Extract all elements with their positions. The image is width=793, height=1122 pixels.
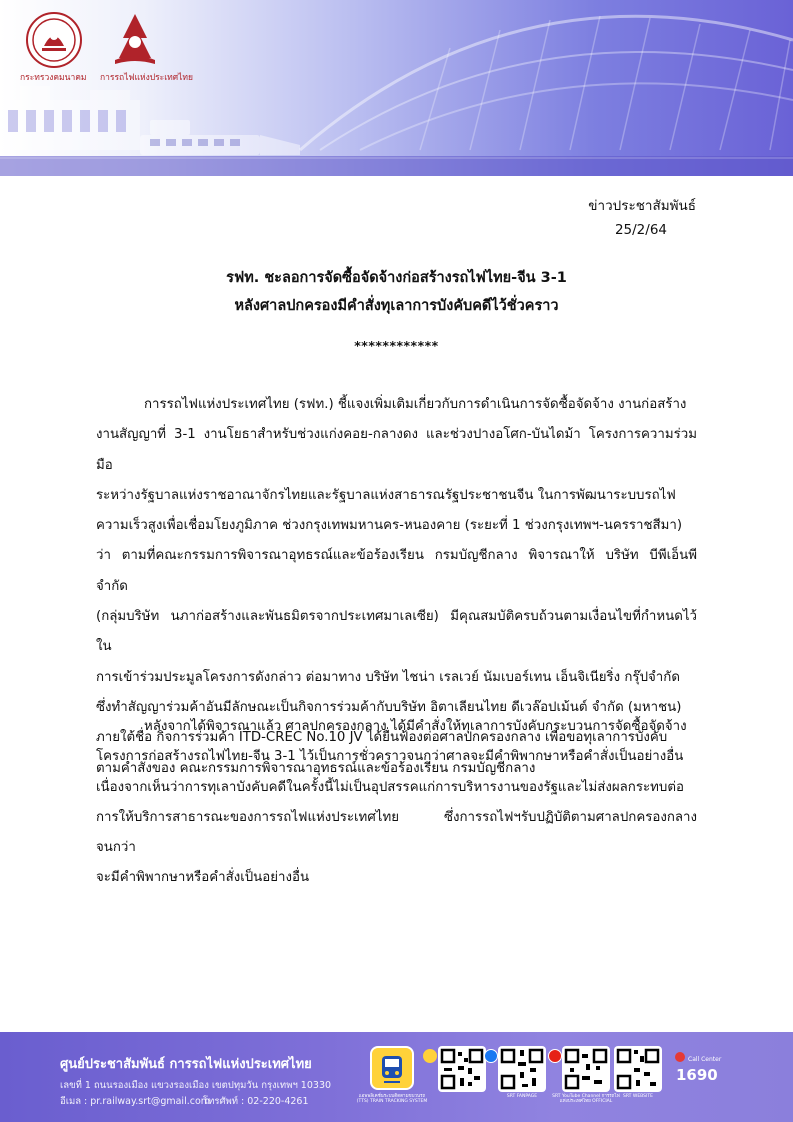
- qr-code-icon: [614, 1046, 662, 1092]
- paragraph-line: ระหว่างรัฐบาลแห่งราชอาณาจักรไทยและรัฐบาลแห่งสาธารณรัฐประชาชนจีน ในการพัฒนาระบบรถไฟ: [96, 487, 676, 503]
- paragraph-line: ว่า ตามที่คณะกรรมการพิจารณาอุทธรณ์และข้อร้องเรียน กรมบัญชีกลาง พิจารณาให้ บริษัท บีพีเอ็นพี จำกัด: [96, 548, 697, 594]
- paragraph-line: เนื่องจากเห็นว่าการทุเลาบังคับคดีในครั้งนี้ไม่เป็นอุปสรรคแก่การบริหารงานของรัฐและไม่ส่งผลกระทบต่อ: [96, 779, 684, 795]
- youtube-icon: [548, 1049, 562, 1063]
- qr-code-youtube[interactable]: [562, 1046, 610, 1092]
- paragraph-line: การเข้าร่วมประมูลโครงการดังกล่าว ต่อมาทาง บริษัท ไชน่า เรลเวย์ นัมเบอร์เทน เอ็นจิเนียริ่ง กรุ๊ปจำกัด: [96, 669, 680, 685]
- paragraph-line: ภายใต้ชื่อ กิจการร่วมค้า ITD-CREC No.10 JV ได้ยื่นฟ้องต่อศาลปกครองกลาง เพื่อขอทุเลาการบังคับ: [96, 730, 668, 746]
- ministry-logo-caption: กระทรวงคมนาคม: [20, 73, 87, 83]
- paragraph-line: โครงการก่อสร้างรถไฟไทย-จีน 3-1 ไว้เป็นการชั่วคราวจนกว่าศาลจะมีคำพิพากษาหรือคำสั่งเป็นอย่างอื่น: [96, 749, 684, 765]
- qr-code-icon: [438, 1046, 486, 1092]
- qr-caption-website: SRT WEBSITE: [623, 1094, 653, 1099]
- qr-caption-tts: แอพพลิเคชั่นระบบติดตามขบวนรถ (TTS) TRAIN TRACKING SYSTEM: [356, 1094, 428, 1104]
- footer-phone: โทรศัพท์ : 02-220-4261: [203, 1096, 309, 1107]
- qr-code-icon: [498, 1046, 546, 1092]
- paragraph-line: งานสัญญาที่ 3-1 งานโยธาสำหรับช่วงแก่งคอย-กลางดง และช่วงปางอโศก-บันไดม้า โครงการความร่วมมือ: [96, 427, 697, 473]
- headline-line-2: หลังศาลปกครองมีคำสั่งทุเลาการบังคับคดีไว้ชั่วคราว: [234, 298, 559, 314]
- header-banner: [0, 0, 793, 176]
- paragraph-line: หลังจากได้พิจารณาแล้ว ศาลปกครองกลาง ได้มีคำสั่งให้ทุเลาการบังคับกระบวนการจัดซื้อจัดจ้าง: [144, 719, 687, 734]
- paragraph-line: การให้บริการสาธารณะของการรถไฟแห่งประเทศไทย ซึ่งการรถไฟฯรับปฏิบัติตามศาลปกครองกลาง จนกว่า: [96, 809, 697, 856]
- footer-email: อีเมล : pr.railway.srt@gmail.com: [60, 1096, 211, 1107]
- tts-mini-icon: [423, 1049, 437, 1063]
- qr-code-website[interactable]: [614, 1046, 662, 1092]
- headline-line-1: รฟท. ชะลอการจัดซื้อจัดจ้างก่อสร้างรถไฟไทย-จีน 3-1: [226, 270, 567, 286]
- qr-caption-fanpage: SRT FANPAGE: [506, 1094, 538, 1099]
- paragraph-2: [96, 712, 697, 894]
- document-type-label: ข่าวประชาสัมพันธ์: [588, 198, 696, 214]
- paragraph-line: จะมีคำพิพากษาหรือคำสั่งเป็นอย่างอื่น: [96, 870, 310, 886]
- call-center-number[interactable]: 1690: [676, 1066, 718, 1084]
- paragraph-line: ความเร็วสูงเพื่อเชื่อมโยงภูมิภาค ช่วงกรุงเทพมหานคร-หนองคาย (ระยะที่ 1 ช่วงกรุงเทพฯ-นครราชสีมา): [96, 518, 683, 534]
- qr-code-icon: [562, 1046, 610, 1092]
- footer: [0, 1032, 793, 1122]
- footer-org-name: ศูนย์ประชาสัมพันธ์ การรถไฟแห่งประเทศไทย: [60, 1057, 312, 1072]
- separator: ************: [354, 338, 439, 353]
- qr-code-fanpage[interactable]: [498, 1046, 546, 1092]
- paragraph-line: (กลุ่มบริษัท นภาก่อสร้างและพันธมิตรจากประเทศมาเลเซีย) มีคุณสมบัติครบถ้วนตามเงื่อนไขที่กำหนดไว้ใน: [96, 609, 697, 655]
- ministry-of-transport-logo: [26, 12, 82, 68]
- facebook-like-icon: [484, 1049, 498, 1063]
- paragraph-line: ตามคำสั่งของ คณะกรรมการพิจารณาอุทธรณ์และข้อร้องเรียน กรมบัญชีกลาง: [96, 760, 536, 776]
- tts-app-icon[interactable]: [370, 1046, 414, 1090]
- document-date: 25/2/64: [614, 222, 667, 238]
- qr-caption-youtube: SRT YouTube Channel การรถไฟแห่งประเทศไทย OFFICIAL: [552, 1094, 620, 1104]
- phone-icon: [675, 1052, 685, 1062]
- qr-code-tts[interactable]: [438, 1046, 486, 1092]
- call-center-label: Call Center: [688, 1056, 722, 1063]
- srt-logo: [107, 12, 163, 68]
- train-icon: [372, 1048, 412, 1088]
- footer-address: เลขที่ 1 ถนนรองเมือง แขวงรองเมือง เขตปทุมวัน กรุงเทพฯ 10330: [60, 1080, 332, 1091]
- paragraph-line: การรถไฟแห่งประเทศไทย (รฟท.) ชี้แจงเพิ่มเติมเกี่ยวกับการดำเนินการจัดซื้อจัดจ้าง งานก่อสร้าง: [144, 397, 687, 412]
- srt-logo-caption: การรถไฟแห่งประเทศไทย: [100, 73, 194, 83]
- paragraph-line: ซึ่งทำสัญญาร่วมค้าอันมีลักษณะเป็นกิจการร่วมค้ากับบริษัท อิตาเลียนไทย ดีเวล๊อปเม้นต์ จำกัด (มหาชน): [96, 699, 682, 715]
